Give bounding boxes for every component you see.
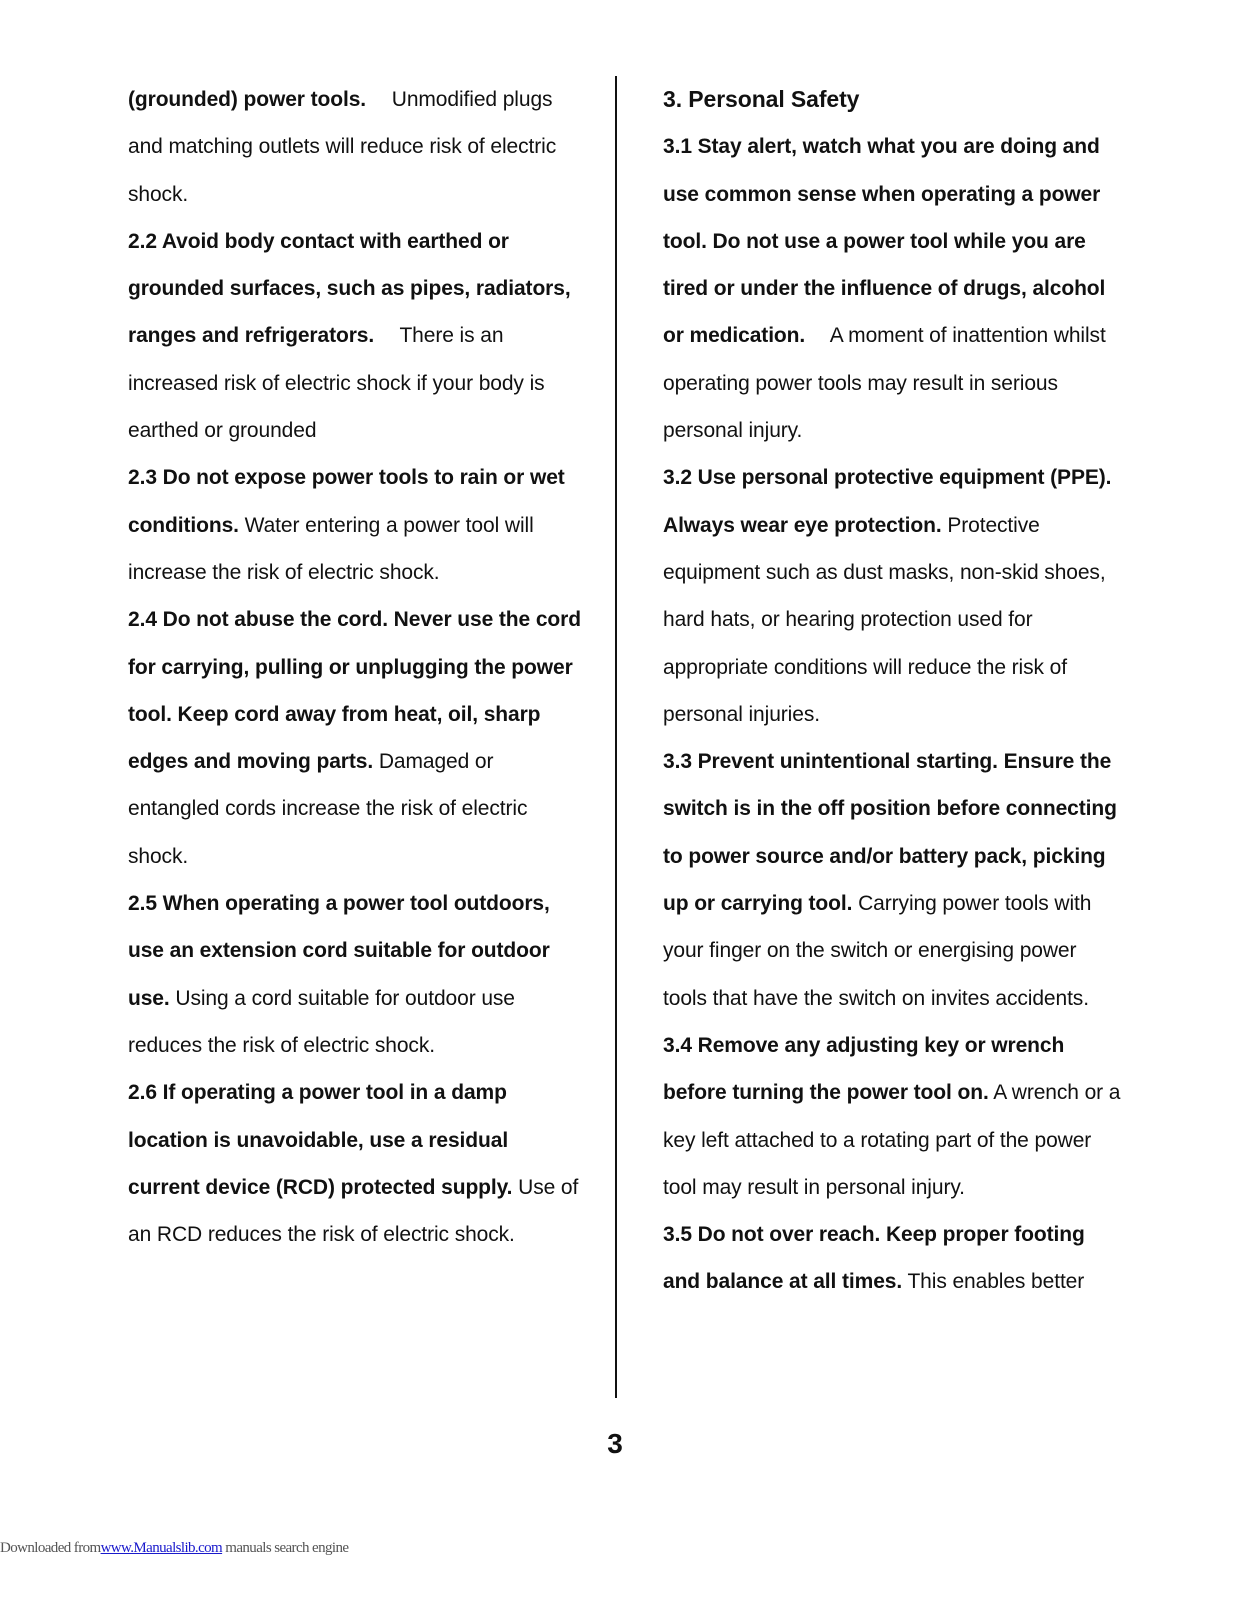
paragraph-3-4 [663,1022,1123,1211]
paragraph-3-5 [663,1211,1123,1306]
left-column [128,76,583,1258]
section-heading: 3. Personal Safety [663,86,860,112]
paragraph-2-2 [128,218,583,454]
column-divider [615,76,617,1398]
paragraph-2-3-text: Water entering a power tool will increase the risk of electric shock. [128,513,534,584]
paragraph-3-5-bold: 3.5 Do not over reach. Keep proper footing and balance at all times. [663,1223,1085,1294]
download-footer [0,1540,348,1557]
paragraph-3-2-bold: 3.2 Use personal protective equipment (PPE). Always wear eye protection. [663,466,1112,537]
paragraph-2-3-bold: 2.3 Do not expose power tools to rain or wet conditions. [128,466,565,537]
paragraph-2-2-text: There is an increased risk of electric shock if your body is earthed or grounded [128,324,545,443]
paragraph-2-2-bold: 2.2 Avoid body contact with earthed or grounded surfaces, such as pipes, radiators, ranges and refrigerators. [128,229,571,348]
paragraph-2-4-text: Damaged or entangled cords increase the risk of electric shock. [128,750,528,868]
paragraph-2-6-bold: 2.6 If operating a power tool in a damp location is unavoidable, use a residual current device (RCD) protected supply. [128,1081,513,1199]
paragraph-3-3 [663,738,1123,1022]
manualslib-link[interactable]: www.Manualslib.com [100,1540,223,1556]
paragraph-2-1-bold: (grounded) power tools. [128,88,367,111]
paragraph-2-6-text: Use of an RCD reduces the risk of electric shock. [128,1175,579,1247]
paragraph-3-3-bold: 3.3 Prevent unintentional starting. Ensure the switch is in the off position before connecting to power source and/or battery pack, picking up or carrying tool. [663,750,1117,916]
paragraph-3-1 [663,123,1123,454]
paragraph-3-3-text: Carrying power tools with your finger on the switch or energising power tools that have the switch on invites accidents. [663,892,1092,1010]
paragraph-2-1 [128,76,583,218]
paragraph-3-1-text: A moment of inattention whilst operating power tools may result in serious personal injury. [663,324,1106,443]
footer-prefix: Downloaded from [0,1540,101,1556]
paragraph-3-4-bold: 3.4 Remove any adjusting key or wrench before turning the power tool on. [663,1033,1065,1105]
paragraph-3-2 [663,454,1123,738]
paragraph-2-3 [128,454,583,596]
paragraph-3-1-bold: 3.1 Stay alert, watch what you are doing and use common sense when operating a power tool. Do not use a power tool while you are tired or under the influence of drugs, alcohol or medication. [663,135,1106,348]
footer-suffix: manuals search engine [225,1540,349,1556]
paragraph-2-4 [128,596,583,880]
paragraph-2-5-bold: 2.5 When operating a power tool outdoors, use an extension cord suitable for outdoor use. [128,892,550,1010]
paragraph-2-6 [128,1069,583,1258]
paragraph-2-5 [128,880,583,1069]
paragraph-3-2-text: Protective equipment such as dust masks, non-skid shoes, hard hats, or hearing protection used for appropriate conditions will reduce the risk of personal injuries. [663,513,1106,726]
paragraph-3-4-text: A wrench or a key left attached to a rotating part of the power tool may result in personal injury. [663,1081,1121,1199]
paragraph-3-5-text: This enables better [907,1270,1085,1294]
paragraph-2-4-bold: 2.4 Do not abuse the cord. Never use the cord for carrying, pulling or unplugging the power tool. Keep cord away from heat, oil, sharp edges and moving parts. [128,608,581,774]
paragraph-2-5-text: Using a cord suitable for outdoor use reduces the risk of electric shock. [128,986,515,1057]
paragraph-2-1-text: Unmodified plugs and matching outlets will reduce risk of electric shock. [128,88,557,206]
right-column [663,76,1123,1306]
page-number: 3 [607,1428,623,1459]
